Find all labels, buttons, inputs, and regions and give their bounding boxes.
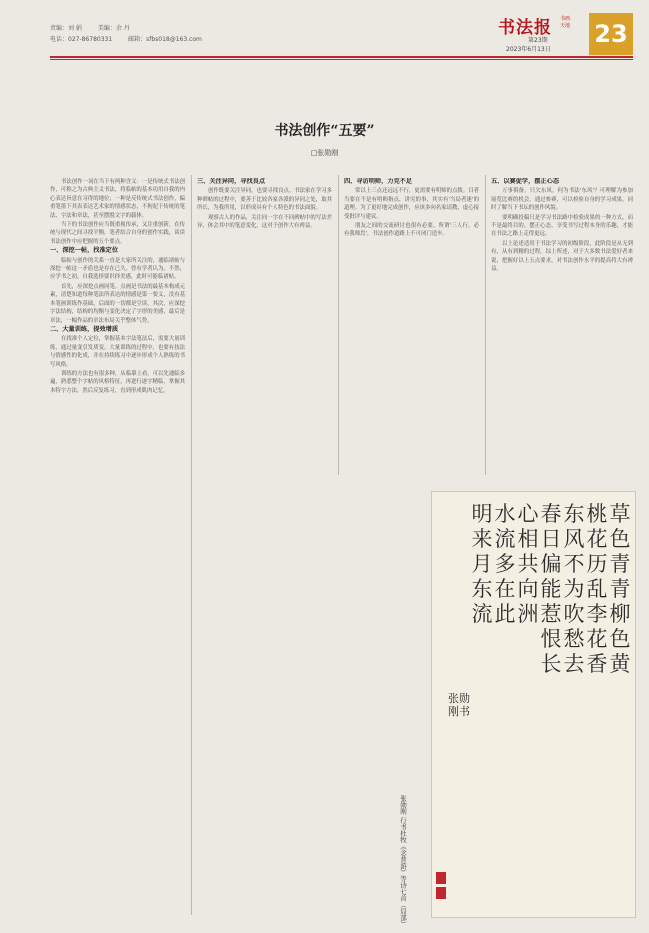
intro-paragraph: 书法创作一词在当下有两种含义：一是传统式书法创作，可称之为古典主义书法，将临帖的基本功用自我的内心表达旨意在习得的地位；一种是反传统式书法创作，偏重笔墨下其表表达艺术家的情感状态，不拘泥于传统的笔法、字法和章法，甚至摆脱文字的载体。 — [50, 179, 185, 219]
calligraphy-column: 水流多在此 — [494, 502, 516, 626]
newspaper-logo: 书法报 — [498, 18, 552, 38]
calligraphy-column: 春日偏能惹恨长 — [540, 502, 562, 676]
body-paragraph: 训练的方法也有很多种，从临摹上看，可以先通临多遍，熟悉整个字帖的风格特征，再进行逐字精临，掌握其本特字方法，然后反复练习，直到形成肌肉记忆。 — [50, 370, 185, 394]
section-heading: 一、深挖一帖，找准定位 — [50, 247, 119, 255]
article-column-1 — [50, 178, 185, 918]
body-paragraph: 首先，应深挖点画同笔。点画是书法的最基本构成元素，清楚知道每种笔法所表达的情感是第一要义，没有基本笔画训练作基础，后面的一切都是空谈。其次，应深挖字法结构，结构的均衡与变化决定了字形的美感，最后是章法，一幅作品的章法布局关乎整体气势。 — [50, 283, 185, 324]
intro-paragraph: 当下的书法创作应当既重视传承，又注重创新，在传统与现代之间寻找平衡，笔者结合自身的创作实践，谈谈书法创作中应把握的五个要点。 — [50, 222, 185, 245]
calligraphy-artwork — [431, 491, 636, 918]
page-number-badge: 23 — [589, 13, 633, 55]
calligraphy-column: 明来月东流 — [471, 502, 493, 626]
body-paragraph: 创作既要关注异同，也要寻找良点。书法家在学习多种碑帖的过程中，要善于比较各家各派的异同之处，取其所长，为我所用，以形成具有个人特色的书法面貌。 — [197, 188, 332, 212]
email-label: 邮箱：sfbs018@163.com — [128, 36, 202, 43]
issue-number: 第23期 — [528, 37, 548, 44]
body-paragraph: 以上论述适用于书法学习的初级阶段，此阶段是从无到有，从有到精的过程。综上所述，对于大多数书法爱好者来说，把握好以上五点要求，对书法创作水平的提高将大有裨益。 — [491, 240, 633, 273]
issue-date: 2023年6月13日 — [506, 46, 551, 53]
body-paragraph: 要明确投稿只是学习书法路中检验成果的一种方式，而不是最终目的。摆正心态，享受书写过程本身的乐趣，才能在书法之路上走得更远。 — [491, 214, 633, 238]
section-heading: 五、以赛促学，摆正心态 — [491, 178, 560, 185]
body-paragraph: 朋友之间的交流研讨也很有必要，所谓'三人行，必有我师焉'，书法创作道路上不可闭门造车。 — [344, 223, 479, 238]
article-column-4 — [491, 178, 633, 478]
masthead-credits — [50, 23, 216, 45]
body-paragraph: 万事俱备，只欠东风。何为书法'东风'？可理解为参加展览比赛的机会。通过参赛，可以检验自身的学习成果，同时了解当下书坛的创作风貌。 — [491, 188, 633, 212]
section-heading: 三、关注异同，寻找良点 — [197, 178, 266, 185]
article-title: 书法创作“五要” — [274, 123, 375, 139]
design-label: 美编：余 丹 — [97, 25, 130, 32]
body-paragraph: 临帖与创作的关系一直是大家所关注的，通临诸帖与深挖一帖这一矛盾也是存在已久。曾有学者认为，不然，应学书之初，自我选择要识择美感，此时可能临诸帖。 — [50, 257, 185, 281]
seal-stamp — [436, 887, 446, 899]
seal-stamp — [436, 872, 446, 884]
article-column-2 — [197, 178, 332, 478]
phone-label: 电话：027-86780331 — [50, 36, 113, 43]
calligraphy-column: 草色青青柳色黄 — [609, 502, 631, 676]
section-heading: 四、寻访明师，力克不足 — [344, 178, 413, 185]
body-paragraph: 在找准个人定位，掌握基本字法笔法后，需要大量训练，通过量变引发质变。大量训练的过程中，也要有技法与情感性的化成，并在持续练习中逐步形成个人熟练的书写风格。 — [50, 336, 185, 368]
calligraphy-signature: 张勋刚书 — [448, 692, 470, 718]
section-heading: 二、大量训练，提效增质 — [50, 325, 119, 333]
artwork-caption: 张勋刚 行书杜牧《念昔游》等诗七首（局部） — [399, 795, 407, 928]
column-divider — [191, 175, 192, 915]
article-column-3 — [344, 178, 479, 478]
calligraphy-column: 心相共向洲 — [517, 502, 539, 626]
body-paragraph: 常以上三点还远远不行，更需要有明师的点拨。目者当要在不是有明师指点，讲究的事，其实有'当局者迷'的道理。为了更好地完成创作，应该多向名家请教，虚心接受批评与建议。 — [344, 188, 479, 220]
column-divider — [338, 175, 339, 475]
header-rule — [50, 56, 633, 58]
section-name: 书画天地 — [560, 16, 571, 29]
header-rule-thin — [50, 59, 633, 60]
article-author: □张勋刚 — [310, 149, 339, 157]
editor-label: 责编：刘 娟 — [50, 25, 82, 32]
article-column-lower — [197, 490, 382, 918]
calligraphy-column: 桃花历乱李花香 — [586, 502, 608, 676]
calligraphy-column: 东风不为吹愁去 — [563, 502, 585, 676]
column-divider — [485, 175, 486, 475]
body-paragraph: 观察古人的作品，关注同一字在不同碑帖中的写法差异，体会其中的笔意变化，这对于创作大有裨益。 — [197, 214, 332, 230]
